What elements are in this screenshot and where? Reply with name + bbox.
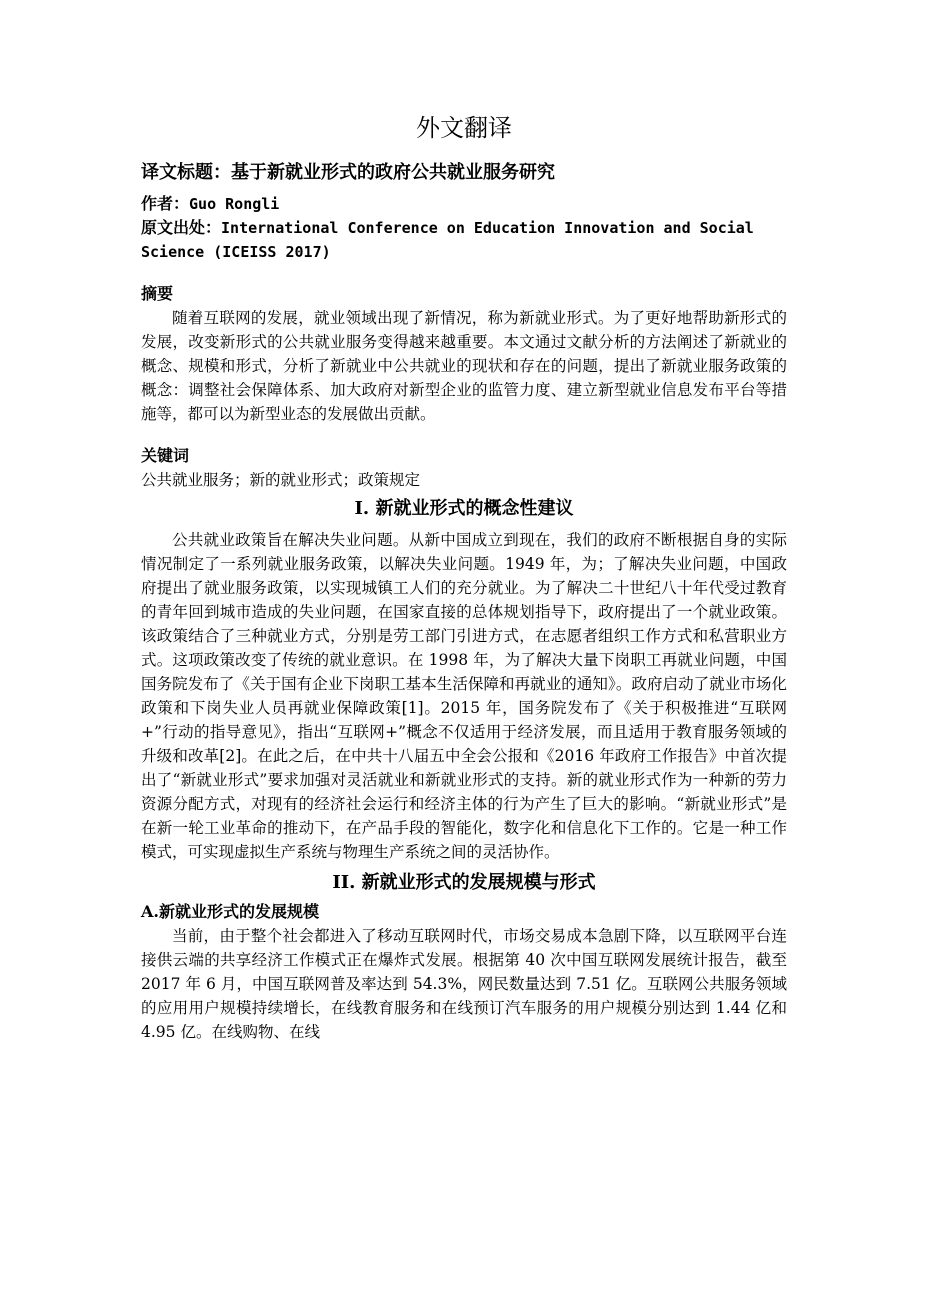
- section-2-heading: II. 新就业形式的发展规模与形式: [332, 872, 596, 893]
- section-1-heading: I. 新就业形式的概念性建议: [354, 498, 574, 519]
- section-2a-heading: A.新就业形式的发展规模: [141, 902, 319, 921]
- translation-title-line: [141, 158, 787, 188]
- source-line: [141, 216, 787, 264]
- author-line: [141, 192, 787, 216]
- keywords-heading: 关键词: [141, 446, 190, 465]
- abstract-heading: 摘要: [141, 284, 174, 303]
- document-page: [141, 110, 787, 1044]
- page-title: 外文翻译: [416, 114, 512, 142]
- translation-title: 基于新就业形式的政府公共就业服务研究: [231, 162, 555, 183]
- keywords-text: 公共就业服务；新的就业形式；政策规定: [141, 471, 421, 489]
- source-label: 原文出处：: [141, 218, 222, 237]
- section-1-text: 公共就业政策旨在解决失业问题。从新中国成立到现在，我们的政府不断根据自身的实际情况制定了一系列就业服务政策，以解决失业问题。1949 年，为；了解决失业问题，中国政府提出了就业服务政策，以实现城镇工人们的充分就业。为了解决二十世纪八十年代受过教育的青年回到城市造成的失业问题，在国家直接的总体规划指导下，政府提出了一个就业政策。该政策结合了三种就业方式，分别是劳工部门引进方式，在志愿者组织工作方式和私营职业方式。这项政策改变了传统的就业意识。在 1998 年，为了解决大量下岗职工再就业问题，中国国务院发布了《关于国有企业下岗职工基本生活保障和再就业的通知》。政府启动了就业市场化政策和下岗失业人员再就业保障政策[1]。2015 年，国务院发布了《关于积极推进“互联网+”行动的指导意见》，指出“互联网+”概念不仅适用于经济发展，而且适用于教育服务领域的升级和改革[2]。在此之后，在中共十八届五中全会公报和《2016 年政府工作报告》中首次提出了“新就业形式”要求加强对灵活就业和新就业形式的支持。新的就业形式作为一种新的劳力资源分配方式，对现有的经济社会运行和经济主体的行为产生了巨大的影响。“新就业形式”是在新一轮工业革命的推动下，在产品手段的智能化，数字化和信息化下工作的。它是一种工作模式，可实现虚拟生产系统与物理生产系统之间的灵活协作。: [141, 531, 787, 861]
- author-label: 作者：: [141, 194, 190, 213]
- abstract-text: 随着互联网的发展，就业领域出现了新情况，称为新就业形式。为了更好地帮助新形式的发展，改变新形式的公共就业服务变得越来越重要。本文通过文献分析的方法阐述了新就业的概念、规模和形式，分析了新就业中公共就业的现状和存在的问题，提出了新就业服务政策的概念：调整社会保障体系、加大政府对新型企业的监管力度、建立新型就业信息发布平台等措施等，都可以为新型业态的发展做出贡献。: [141, 309, 787, 423]
- section-2a-text: 当前，由于整个社会都进入了移动互联网时代，市场交易成本急剧下降，以互联网平台连接供云端的共享经济工作模式正在爆炸式发展。根据第 40 次中国互联网发展统计报告，截至 2017 年 6 月，中国互联网普及率达到 54.3%，网民数量达到 7.51 亿。互联网公共服务领域的应用用户规模持续增长，在线教育服务和在线预订汽车服务的用户规模分别达到 1.44 亿和 4.95 亿。在线购物、在线: [141, 927, 787, 1041]
- translation-title-label: 译文标题：: [141, 162, 231, 183]
- source-text: International Conference on Education Innovation and Social Science (ICEISS 2017): [141, 219, 754, 261]
- author-name: Guo Rongli: [189, 195, 280, 213]
